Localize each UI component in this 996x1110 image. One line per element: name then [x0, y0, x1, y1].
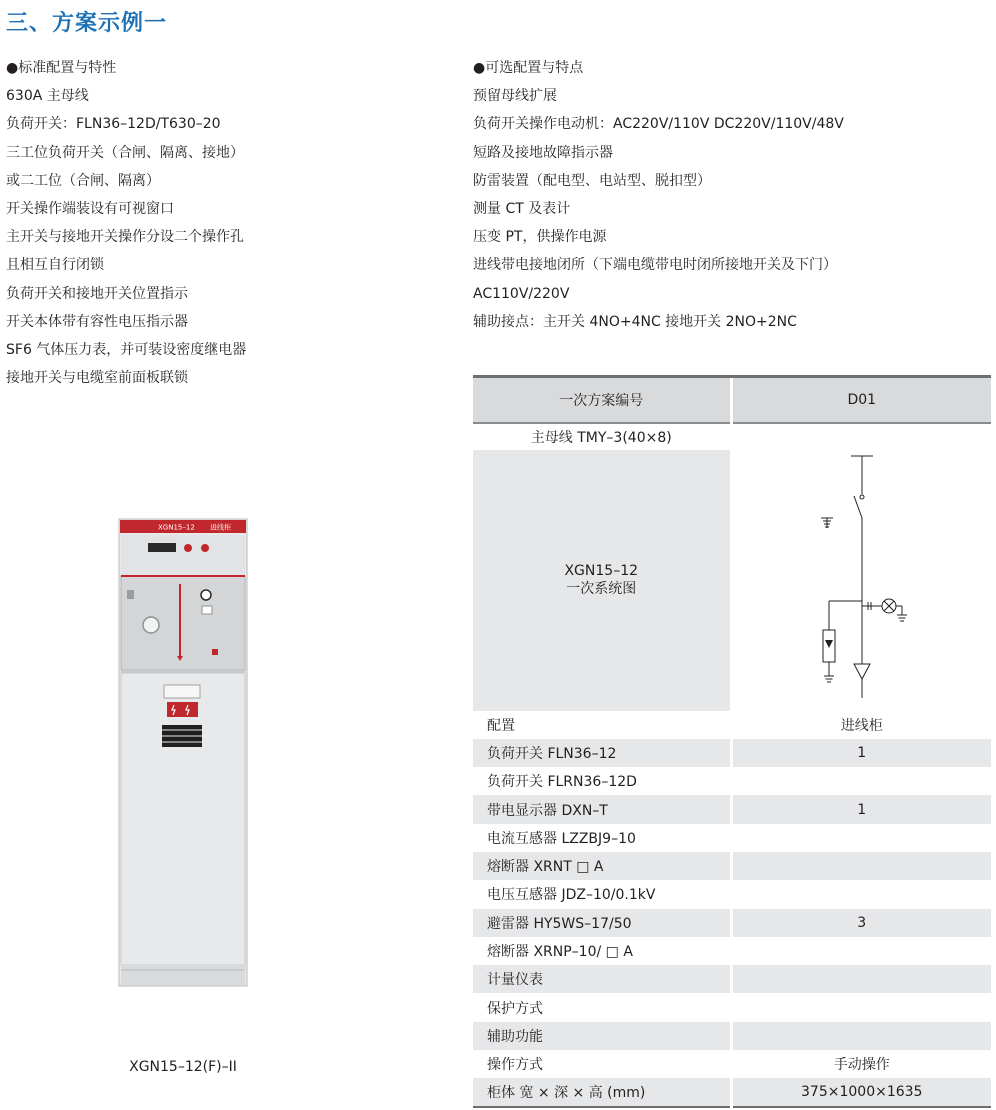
row-label: 带电显示器 DXN–T [473, 795, 731, 823]
standard-config-heading: ●标准配置与特性 [6, 60, 117, 76]
nameplate-model: XGN15–12 [158, 523, 195, 532]
position-indicator [202, 606, 212, 614]
scheme-table [473, 375, 991, 1108]
table-row [473, 739, 991, 767]
standard-config-item: 负荷开关：FLN36–12D/T630–20 [6, 116, 221, 133]
optional-config-list [473, 54, 844, 336]
inspection-window [143, 617, 159, 633]
optional-config-item: 进线带电接地闭所（下端电缆带电时闭所接地开关及下门） [473, 257, 837, 274]
section-title: 三、方案示例一 [6, 11, 168, 36]
optional-config-item: 短路及接地故障指示器 [473, 144, 613, 161]
row-value: 1 [731, 795, 991, 823]
table-row [473, 909, 991, 937]
standard-config-item: 主开关与接地开关操作分设二个操作孔 [6, 229, 244, 246]
optional-config-item: 负荷开关操作电动机：AC220V/110V DC220V/110V/48V [473, 116, 844, 133]
row-value [731, 767, 991, 795]
row-label: 电流互感器 LZZBJ9–10 [487, 830, 636, 847]
row-value [731, 852, 991, 880]
single-line-diagram-cell [731, 450, 991, 711]
table-row [473, 711, 991, 739]
standard-config-item: SF6 气体压力表，并可装设密度继电器 [6, 342, 247, 359]
row-label: 保护方式 [487, 1000, 543, 1017]
scheme-number-value: D01 [731, 377, 991, 423]
cabinet-drawing [118, 518, 248, 988]
single-line-diagram [734, 450, 990, 707]
row-label: 柜体 宽 × 深 × 高 (mm) [473, 1078, 731, 1106]
switch-panel [121, 576, 245, 670]
row-value: 进线柜 [731, 711, 991, 739]
row-value [731, 993, 991, 1021]
busbar-row [473, 423, 991, 450]
label-tag [212, 649, 218, 655]
row-label: 避雷器 HY5WS–17/50 [473, 909, 731, 937]
standard-config-item: 且相互自行闭锁 [6, 257, 104, 274]
table-row [473, 795, 991, 823]
optional-config-item: 压变 PT，供操作电源 [473, 229, 607, 246]
row-label: 计量仪表 [473, 965, 731, 993]
optional-config-item: 防雷装置（配电型、电站型、脱扣型） [473, 172, 711, 189]
diagram-label-title: 一次系统图 [566, 581, 637, 597]
optional-config-item: AC110V/220V [473, 285, 570, 302]
indicator-lamp-red-icon [184, 544, 192, 552]
table-row [473, 937, 991, 965]
row-value: 1 [731, 739, 991, 767]
standard-config-item: 三工位负荷开关（合闸、隔离、接地） [6, 144, 244, 161]
table-row [473, 767, 991, 795]
row-label: 电压互感器 JDZ–10/0.1kV [487, 887, 656, 904]
row-label: 负荷开关 FLRN36–12D [487, 774, 637, 791]
arrester-arrow-icon [825, 640, 833, 648]
standard-config-item: 开关操作端装设有可视窗口 [6, 201, 174, 218]
row-value: 手动操作 [731, 1050, 991, 1078]
table-header-row [473, 377, 991, 423]
row-label: 操作方式 [487, 1057, 543, 1074]
row-value [731, 880, 991, 908]
table-row [473, 965, 991, 993]
standard-config-item: 开关本体带有容性电压指示器 [6, 313, 188, 330]
row-value [731, 1022, 991, 1050]
indicator-lamp-red-icon [201, 544, 209, 552]
nameplate-type: 进线柜 [210, 523, 231, 532]
standard-config-list [6, 54, 246, 392]
cable-termination-icon [854, 664, 870, 679]
indicator-display [148, 543, 176, 552]
cabinet-caption: XGN15–12(F)–II [129, 1059, 237, 1075]
diagram-row [473, 450, 991, 711]
latch [127, 590, 134, 599]
standard-config-item: 负荷开关和接地开关位置指示 [6, 285, 188, 302]
optional-config-item: 测量 CT 及表计 [473, 201, 571, 218]
row-label: 配置 [487, 717, 515, 734]
optional-config-item: 辅助接点：主开关 4NO+4NC 接地开关 2NO+2NC [473, 313, 797, 330]
diagram-label-model: XGN15–12 [564, 563, 639, 579]
table-row [473, 824, 991, 852]
upper-panel [121, 535, 245, 575]
table-row [473, 1022, 991, 1050]
row-value: 375×1000×1635 [731, 1078, 991, 1106]
table-row [473, 852, 991, 880]
row-label: 熔断器 XRNT □ A [473, 852, 731, 880]
row-label: 熔断器 XRNP–10/ □ A [487, 944, 633, 961]
row-value [731, 965, 991, 993]
table-row [473, 1078, 991, 1106]
row-value [731, 824, 991, 852]
standard-config-item: 630A 主母线 [6, 88, 89, 105]
cabinet-illustration [118, 518, 248, 988]
panel-divider [121, 670, 245, 673]
row-label: 负荷开关 FLN36–12 [473, 739, 731, 767]
standard-config-item: 接地开关与电缆室前面板联锁 [6, 370, 188, 387]
scheme-table-body [473, 377, 991, 1107]
scheme-number-label: 一次方案编号 [473, 377, 731, 423]
busbar-label: 主母线 TMY–3(40×8) [530, 429, 672, 446]
table-row [473, 993, 991, 1021]
optional-config-item: 预留母线扩展 [473, 88, 557, 105]
table-row [473, 1050, 991, 1078]
row-value: 3 [731, 909, 991, 937]
optional-config-heading: ●可选配置与特点 [473, 60, 584, 76]
operation-hole [201, 590, 211, 600]
row-value [731, 937, 991, 965]
row-label: 辅助功能 [473, 1022, 731, 1050]
load-switch-blade [854, 496, 862, 518]
diagram-label-cell [473, 450, 731, 711]
table-row [473, 880, 991, 908]
standard-config-item: 或二工位（合闸、隔离） [6, 172, 160, 189]
busbar-value [731, 423, 991, 450]
contact-point-icon [860, 495, 864, 499]
cabinet-base [121, 965, 245, 985]
rating-plate [164, 685, 200, 698]
